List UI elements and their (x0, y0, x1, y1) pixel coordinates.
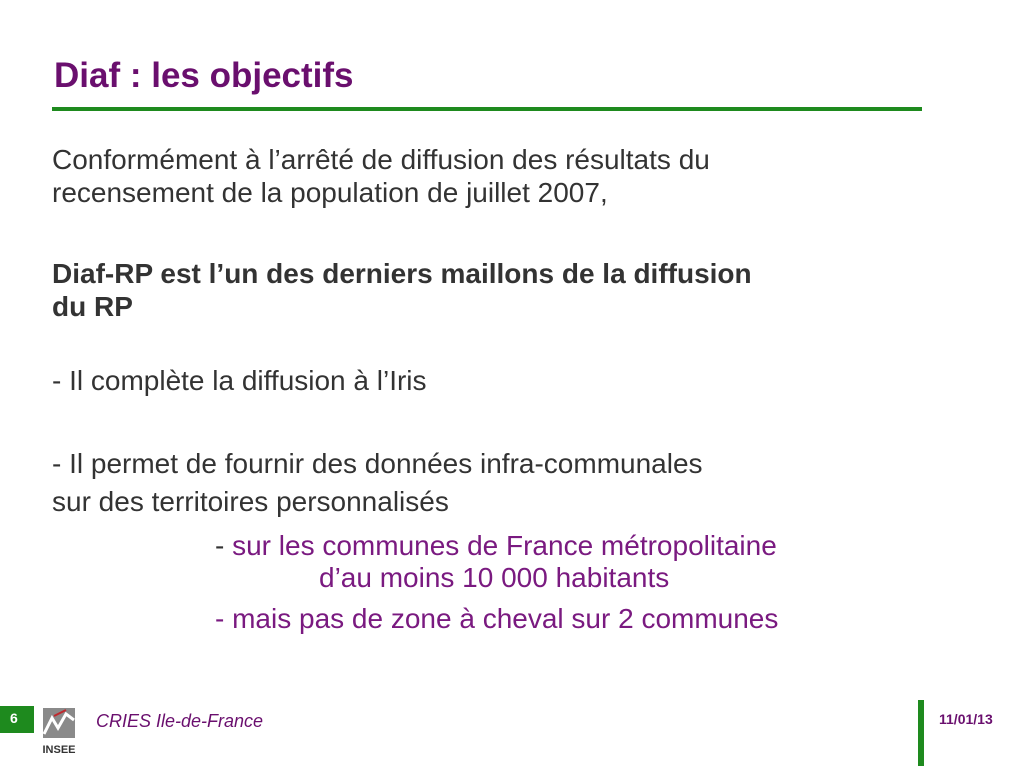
bullet-infra-communal-line-1: - Il permet de fournir des données infra-communales (52, 448, 703, 479)
intro-line-1: Conformément à l’arrêté de diffusion des résultats du (52, 144, 710, 175)
bullet-iris: - Il complète la diffusion à l’Iris (52, 365, 427, 396)
slide-title: Diaf : les objectifs (54, 56, 354, 95)
key-statement-line-1: Diaf-RP est l’un des derniers maillons de la diffusion (52, 258, 752, 289)
logo-text: INSEE (42, 744, 76, 756)
slide-date: 11/01/13 (939, 711, 993, 727)
sub-bullet-communes-line-1 (215, 529, 777, 562)
sub-bullet-no-overlap: - mais pas de zone à cheval sur 2 communes (215, 603, 779, 634)
key-statement-line-2: du RP (52, 291, 133, 322)
organization-name: CRIES Ile-de-France (96, 711, 264, 731)
sub-bullet-communes-line-2: d’au moins 10 000 habitants (319, 562, 670, 593)
title-underline (52, 107, 922, 111)
sub-bullet-dash: - (215, 530, 233, 561)
page-number: 6 (10, 710, 18, 726)
footer-divider (918, 700, 924, 766)
sub-bullet-communes-text: sur les communes de France métropolitaine (232, 530, 777, 561)
insee-logo (36, 706, 82, 762)
bullet-infra-communal-line-2: sur des territoires personnalisés (52, 486, 449, 517)
intro-line-2: recensement de la population de juillet 2007, (52, 177, 608, 208)
